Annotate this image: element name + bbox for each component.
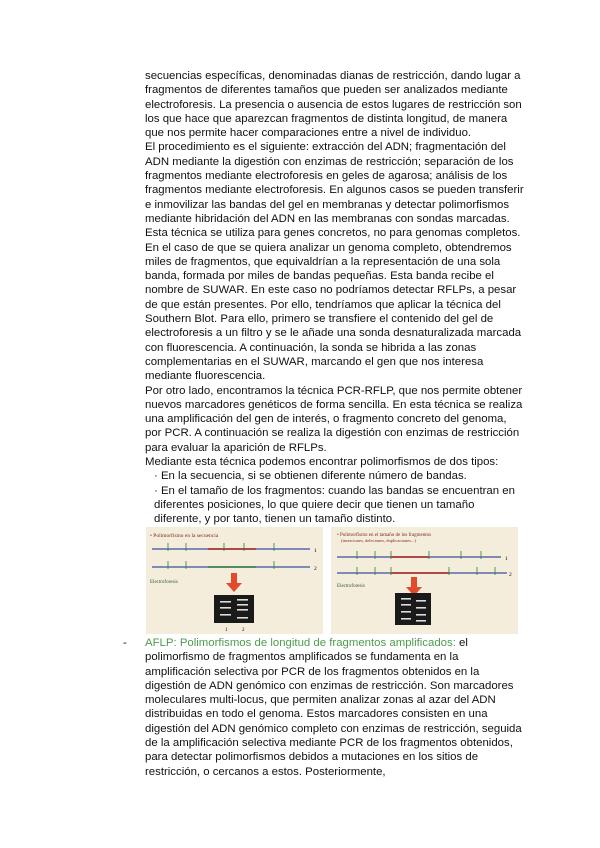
- down-arrow-icon: [226, 573, 242, 592]
- fig-right-electro: Electroforesis: [337, 584, 365, 589]
- figures-row: [146, 527, 518, 634]
- paragraph-3: En el caso de que se quiera analizar un genoma completo, obtendremos miles de fragmentos, que equivaldrían a la representación de una sola banda, formada por miles de bandas pequeñas. Esta banda recibe el nombre de SUWAR. En este caso no podríamos detectar RFLPs, a pesar de que están presentes. Por ello, tendríamos que aplicar la técnica del Southern Blot. Para ello, primero se transfiere el contenido del gel de electroforesis a un filtro y se le añade una sonda desnaturalizada marcada con fluorescencia. A continuación, la sonda se hibrida a las zonas complementarias en el SUWAR, marcando el gen que nos interesa mediante fluorescencia.: [145, 241, 522, 383]
- lane-label-2: 2: [242, 628, 245, 633]
- fig-right-subtitle: (inserciones, deleciones, duplicaciones...): [341, 538, 416, 543]
- strand-label-1: 1: [505, 556, 508, 562]
- aflp-term: AFLP: Polimorfismos de longitud de fragmentos amplificados:: [145, 637, 456, 649]
- fig-left-electro: Electroforesis: [150, 580, 178, 585]
- fig-left-title: • Polimorfismo en la secuencia: [150, 533, 219, 539]
- figure-size-polymorphism: [331, 527, 518, 634]
- aflp-text: el polimorfismo de fragmentos amplificados se fundamenta en la amplificación selectiva por PCR de los fragmentos obtenidos en la digestión de ADN genómico con enzimas de restricción. Son marcadores moleculares multi-locus, que permiten analizar zonas al azar del ADN distribuidas en todo el genoma. Estos marcadores consisten en una digestión del ADN genómico completo con enzimas de restricción, seguida de la amplificación selectiva mediante PCR de los fragmentos obtenidos, para detectar polimorfismos debidos a mutaciones en los sitios de restricción, o cercanos a estos. Posteriormente,: [145, 637, 522, 778]
- strand-label-1: 1: [314, 548, 317, 554]
- paragraph-5: Mediante esta técnica podemos encontrar polimorfismos de dos tipos:: [145, 456, 499, 469]
- paragraph-4: Por otro lado, encontramos la técnica PCR-RFLP, que nos permite obtener nuevos marcadores genéticos de forma sencilla. En esta técnica se realiza una amplificación del gen de interés, o fragmento concreto del genoma, por PCR. A continuación se realiza la digestión con enzimas de restricción para evaluar la aparición de RFLPs.: [145, 384, 523, 454]
- bullet-sequence: · En la secuencia, si se obtienen diferente número de bandas.: [154, 470, 467, 483]
- paragraph-1: secuencias específicas, denominadas dianas de restricción, dando lugar a fragmentos de diferentes tamaños que pueden ser analizados mediante electroforesis. La presencia o ausencia de estos lugares de restricción son los que hace que aparezcan fragmentos de distinta longitud, de manera que nos permite hacer comparaciones entre a nivel de individuo.: [145, 70, 522, 140]
- aflp-item: [123, 636, 525, 779]
- lane-label-1: 1: [225, 628, 228, 633]
- strand-label-2: 2: [509, 572, 512, 578]
- figure-sequence-polymorphism: [146, 527, 323, 634]
- fig-right-title: • Polimorfismo en el tamaño de los fragmentos: [337, 533, 432, 538]
- list-dash: -: [123, 637, 127, 649]
- paragraph-2: El procedimiento es el siguiente: extracción del ADN; fragmentación del ADN mediante la digestión con enzimas de restricción; separación de los fragmentos mediante electroforesis en geles de agarosa; análisis de los fragmentos mediante electroforesis. En algunos casos se pueden transferir e inmovilizar las bandas del gel en membranas y detectar polimorfismos mediante hibridación del ADN en las membranas con sondas marcadas. Esta técnica se utiliza para genes concretos, no para genomas completos.: [145, 141, 524, 240]
- bullet-size: · En el tamaño de los fragmentos: cuando las bandas se encuentran en diferentes posiciones, lo que quiere decir que tienen un tamaño diferente, y por tanto, tienen un tamaño distinto.: [154, 484, 515, 526]
- strand-label-2: 2: [314, 566, 317, 572]
- body-text: [145, 69, 525, 527]
- figure-sequence-svg: [146, 527, 323, 634]
- figure-size-svg: [331, 527, 518, 634]
